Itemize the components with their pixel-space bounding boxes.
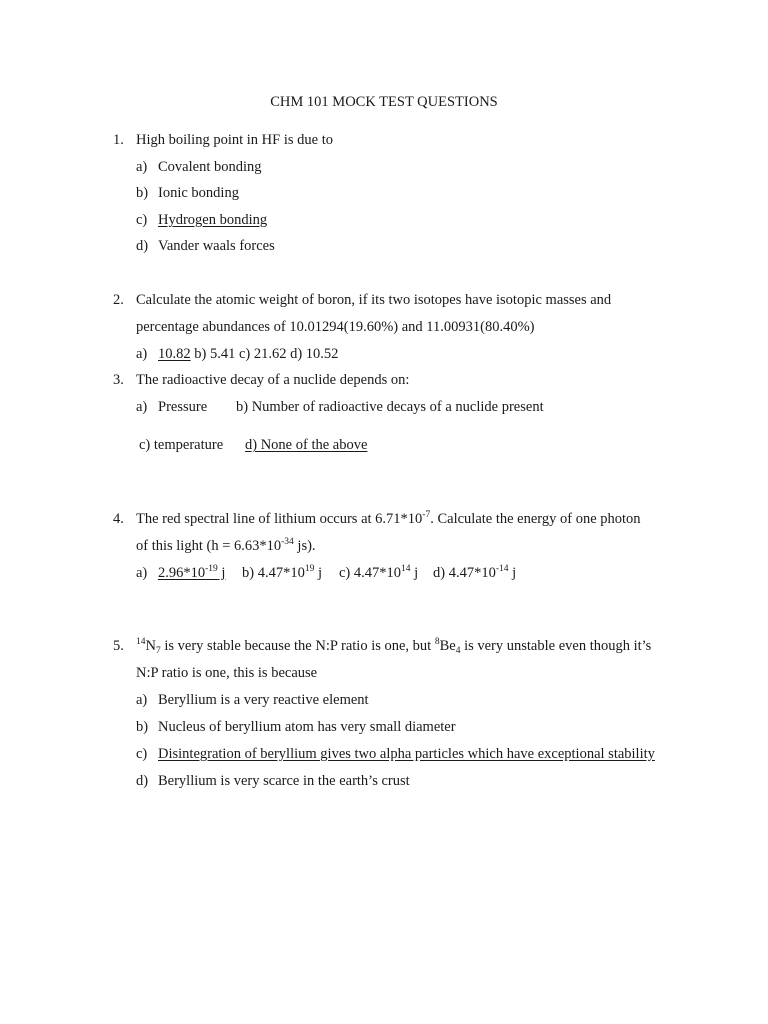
- question-text: The radioactive decay of a nuclide depends on:: [136, 372, 410, 388]
- page-title: CHM 101 MOCK TEST QUESTIONS: [270, 94, 498, 110]
- option-text: [433, 564, 516, 582]
- option-text: Nucleus of beryllium atom has very small diameter: [158, 719, 456, 735]
- text-segment: js).: [293, 538, 316, 554]
- option-label: a): [136, 565, 148, 581]
- correct-answer: [158, 564, 225, 582]
- atomic-number: 4: [455, 646, 461, 656]
- option-label: a): [136, 692, 148, 708]
- other-options: b) 5.41 c) 21.62 d) 10.52: [190, 346, 339, 362]
- option-label: c): [136, 746, 148, 762]
- exponent: -7: [422, 510, 431, 520]
- exponent: -14: [495, 564, 509, 574]
- option-text: Beryllium is a very reactive element: [158, 692, 369, 708]
- option-text: Beryllium is very scarce in the earth’s crust: [158, 773, 410, 789]
- option-row: [158, 345, 338, 363]
- option-text: [339, 564, 418, 582]
- option-text: c) temperature: [139, 437, 224, 453]
- exponent: -19: [205, 564, 218, 574]
- question-number: 2.: [113, 292, 124, 308]
- option-text: Vander waals forces: [158, 238, 275, 254]
- question-text: High boiling point in HF is due to: [136, 132, 333, 148]
- option-label: d): [136, 238, 149, 254]
- question-text: [136, 637, 651, 655]
- text-segment: The red spectral line of lithium occurs at 6.71*10: [136, 511, 423, 527]
- atomic-number: 7: [155, 646, 161, 656]
- exponent: -34: [281, 537, 294, 547]
- option-label: d): [136, 773, 149, 789]
- option-text: Ionic bonding: [158, 185, 239, 201]
- text-segment: c) 4.47*10: [339, 565, 402, 581]
- option-label: a): [136, 399, 148, 415]
- mass-number: 8: [434, 637, 440, 647]
- option-text: Pressure: [158, 399, 208, 415]
- text-segment: is very unstable even though it’s: [460, 638, 652, 654]
- text-segment: d) 4.47*10: [433, 565, 496, 581]
- element-symbol: N: [145, 638, 156, 654]
- exponent: 14: [401, 564, 411, 574]
- text-segment: is very stable because the N:P ratio is one, but: [160, 638, 435, 654]
- question-text: Calculate the atomic weight of boron, if its two isotopes have isotopic masses and: [136, 292, 612, 308]
- text-segment: b) 4.47*10: [242, 565, 305, 581]
- question-text: [136, 510, 641, 528]
- element-symbol: Be: [439, 638, 456, 654]
- correct-answer: d) None of the above: [245, 437, 368, 453]
- option-label: c): [136, 212, 148, 228]
- question-text: N:P ratio is one, this is because: [136, 665, 318, 681]
- question-number: 3.: [113, 372, 124, 388]
- question-number: 5.: [113, 638, 124, 654]
- option-text: b) Number of radioactive decays of a nuclide present: [236, 399, 544, 415]
- correct-answer: 10.82: [158, 346, 191, 362]
- question-number: 1.: [113, 132, 124, 148]
- text-segment: of this light (h = 6.63*10: [136, 538, 282, 554]
- question-text: percentage abundances of 10.01294(19.60%) and 11.00931(80.40%): [136, 319, 535, 335]
- question-text: [136, 537, 316, 555]
- exponent: 19: [304, 564, 315, 574]
- text-segment: j: [410, 565, 419, 581]
- option-label: b): [136, 719, 149, 735]
- text-segment: . Calculate the energy of one photon: [430, 511, 641, 527]
- option-label: a): [136, 346, 148, 362]
- correct-answer: Disintegration of beryllium gives two alpha particles which have exceptional stability: [158, 746, 655, 762]
- option-label: a): [136, 159, 148, 175]
- text-segment: 2.96*10: [158, 565, 206, 581]
- option-label: b): [136, 185, 149, 201]
- text-segment: j: [508, 565, 517, 581]
- mass-number: 14: [136, 637, 146, 647]
- text-segment: j: [217, 565, 226, 581]
- option-text: [242, 564, 322, 582]
- text-segment: j: [314, 565, 322, 581]
- question-number: 4.: [113, 511, 124, 527]
- correct-answer: Hydrogen bonding: [158, 212, 268, 228]
- option-text: Covalent bonding: [158, 159, 262, 175]
